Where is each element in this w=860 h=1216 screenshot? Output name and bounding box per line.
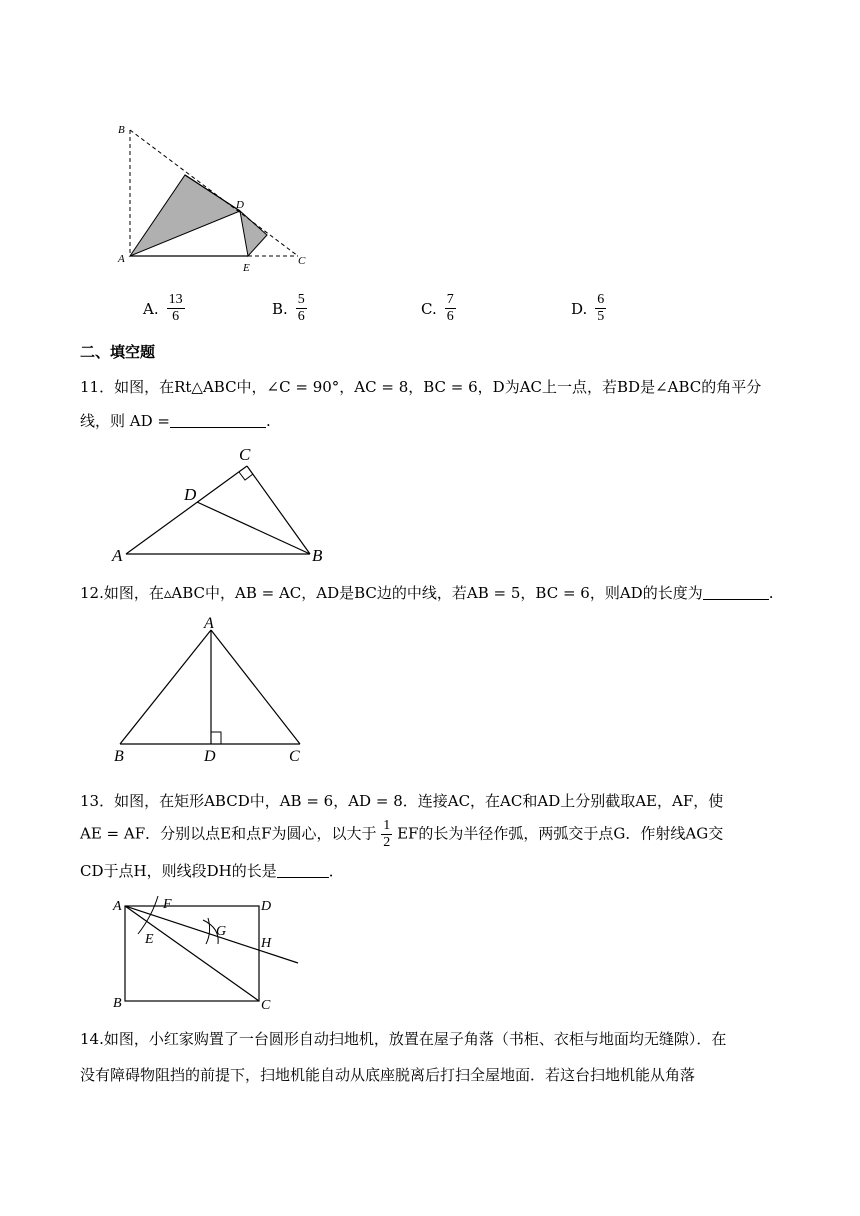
option-c-letter: C.: [421, 299, 437, 318]
option-c-fraction: $\frac{7}{6}$: [446, 292, 454, 324]
q14-line2: 没有障碍物阻挡的前提下，扫地机能自动从底座脱离后打扫全屋地面．若这台扫地机能从角落: [80, 1066, 696, 1084]
label-A: A: [204, 615, 214, 632]
option-b-fraction: $\frac{5}{6}$: [297, 292, 305, 324]
q13-line3-end: ．: [328, 862, 344, 880]
q13-line1: 13．如图，在矩形ABCD中，AB = 6，AD = 8．连接AC，在AC和AD上分别截取AE，AF，使: [80, 792, 724, 810]
q12-line: [80, 580, 773, 606]
half-fraction: $\frac{1}{2}$: [383, 818, 391, 850]
label-C: C: [298, 255, 306, 267]
label-D: D: [261, 899, 272, 914]
label-D: D: [204, 748, 216, 764]
shaded-triangle-large: [130, 175, 240, 256]
label-G: G: [216, 924, 227, 939]
option-b-letter: B.: [272, 299, 288, 318]
option-b: [272, 292, 307, 325]
option-a: [143, 292, 185, 325]
figure-q12: [108, 612, 318, 764]
q13-line3-text: CD于点H，则线段DH的长是: [80, 862, 277, 880]
label-C: C: [289, 748, 300, 764]
q13-line2-rest: EF的长为半径作弧，两弧交于点G．作射线AG交: [397, 824, 724, 843]
q13-line2-text: AE = AF．分别以点E和点F为圆心，以大于: [80, 824, 377, 843]
q13-line3: [80, 858, 344, 884]
arc-f: [138, 896, 158, 934]
option-a-letter: A.: [143, 299, 159, 318]
q11-line2-end: .: [265, 412, 271, 430]
label-A: A: [118, 253, 125, 265]
q11-line2-text: 线，则 AD =: [80, 412, 170, 430]
answer-blank-11: [170, 411, 266, 428]
q12-end: .: [768, 584, 774, 602]
option-a-fraction: $\frac{13}{6}$: [168, 292, 183, 324]
label-C: C: [261, 998, 271, 1013]
label-B: B: [118, 124, 125, 136]
label-D: D: [184, 485, 197, 504]
label-E: E: [145, 932, 154, 947]
option-d: [571, 292, 606, 325]
option-d-letter: D.: [571, 299, 588, 318]
label-A: A: [113, 899, 122, 914]
figure-q13: [108, 892, 308, 1016]
q12-text: 12.如图，在▵ABC中，AB = AC，AD是BC边的中线，若AB = 5，BC = 6，则AD的长度为: [80, 584, 703, 602]
q11-line2: [80, 408, 271, 434]
q14-line1: 14.如图，小红家购置了一台圆形自动扫地机，放置在屋子角落（书柜、衣柜与地面均无缝隙）．在: [80, 1030, 727, 1048]
section-title: 二、填空题: [80, 343, 156, 361]
label-H: H: [261, 936, 272, 951]
right-angle-mark: [239, 472, 253, 480]
option-d-fraction: $\frac{6}{5}$: [597, 292, 605, 324]
label-B: B: [114, 748, 124, 764]
label-E: E: [243, 262, 250, 274]
figure-q11: [110, 442, 335, 564]
label-B: B: [312, 546, 323, 564]
answer-blank-12: [703, 583, 769, 600]
figure-q10: [110, 118, 320, 278]
q11-line1: 11．如图，在Rt△ABC中，∠C = 90°，AC = 8，BC = 6，D为AC上一点，若BD是∠ABC的角平分: [80, 378, 762, 396]
label-A: A: [112, 546, 123, 564]
q13-line2: [80, 818, 723, 851]
option-c: [421, 292, 456, 325]
label-C: C: [239, 445, 251, 464]
right-angle-mark: [211, 732, 221, 744]
shaded-triangle-small: [240, 211, 267, 256]
label-F: F: [163, 897, 172, 912]
answer-blank-13: [277, 861, 329, 878]
label-B: B: [113, 996, 122, 1011]
label-D: D: [236, 199, 244, 211]
